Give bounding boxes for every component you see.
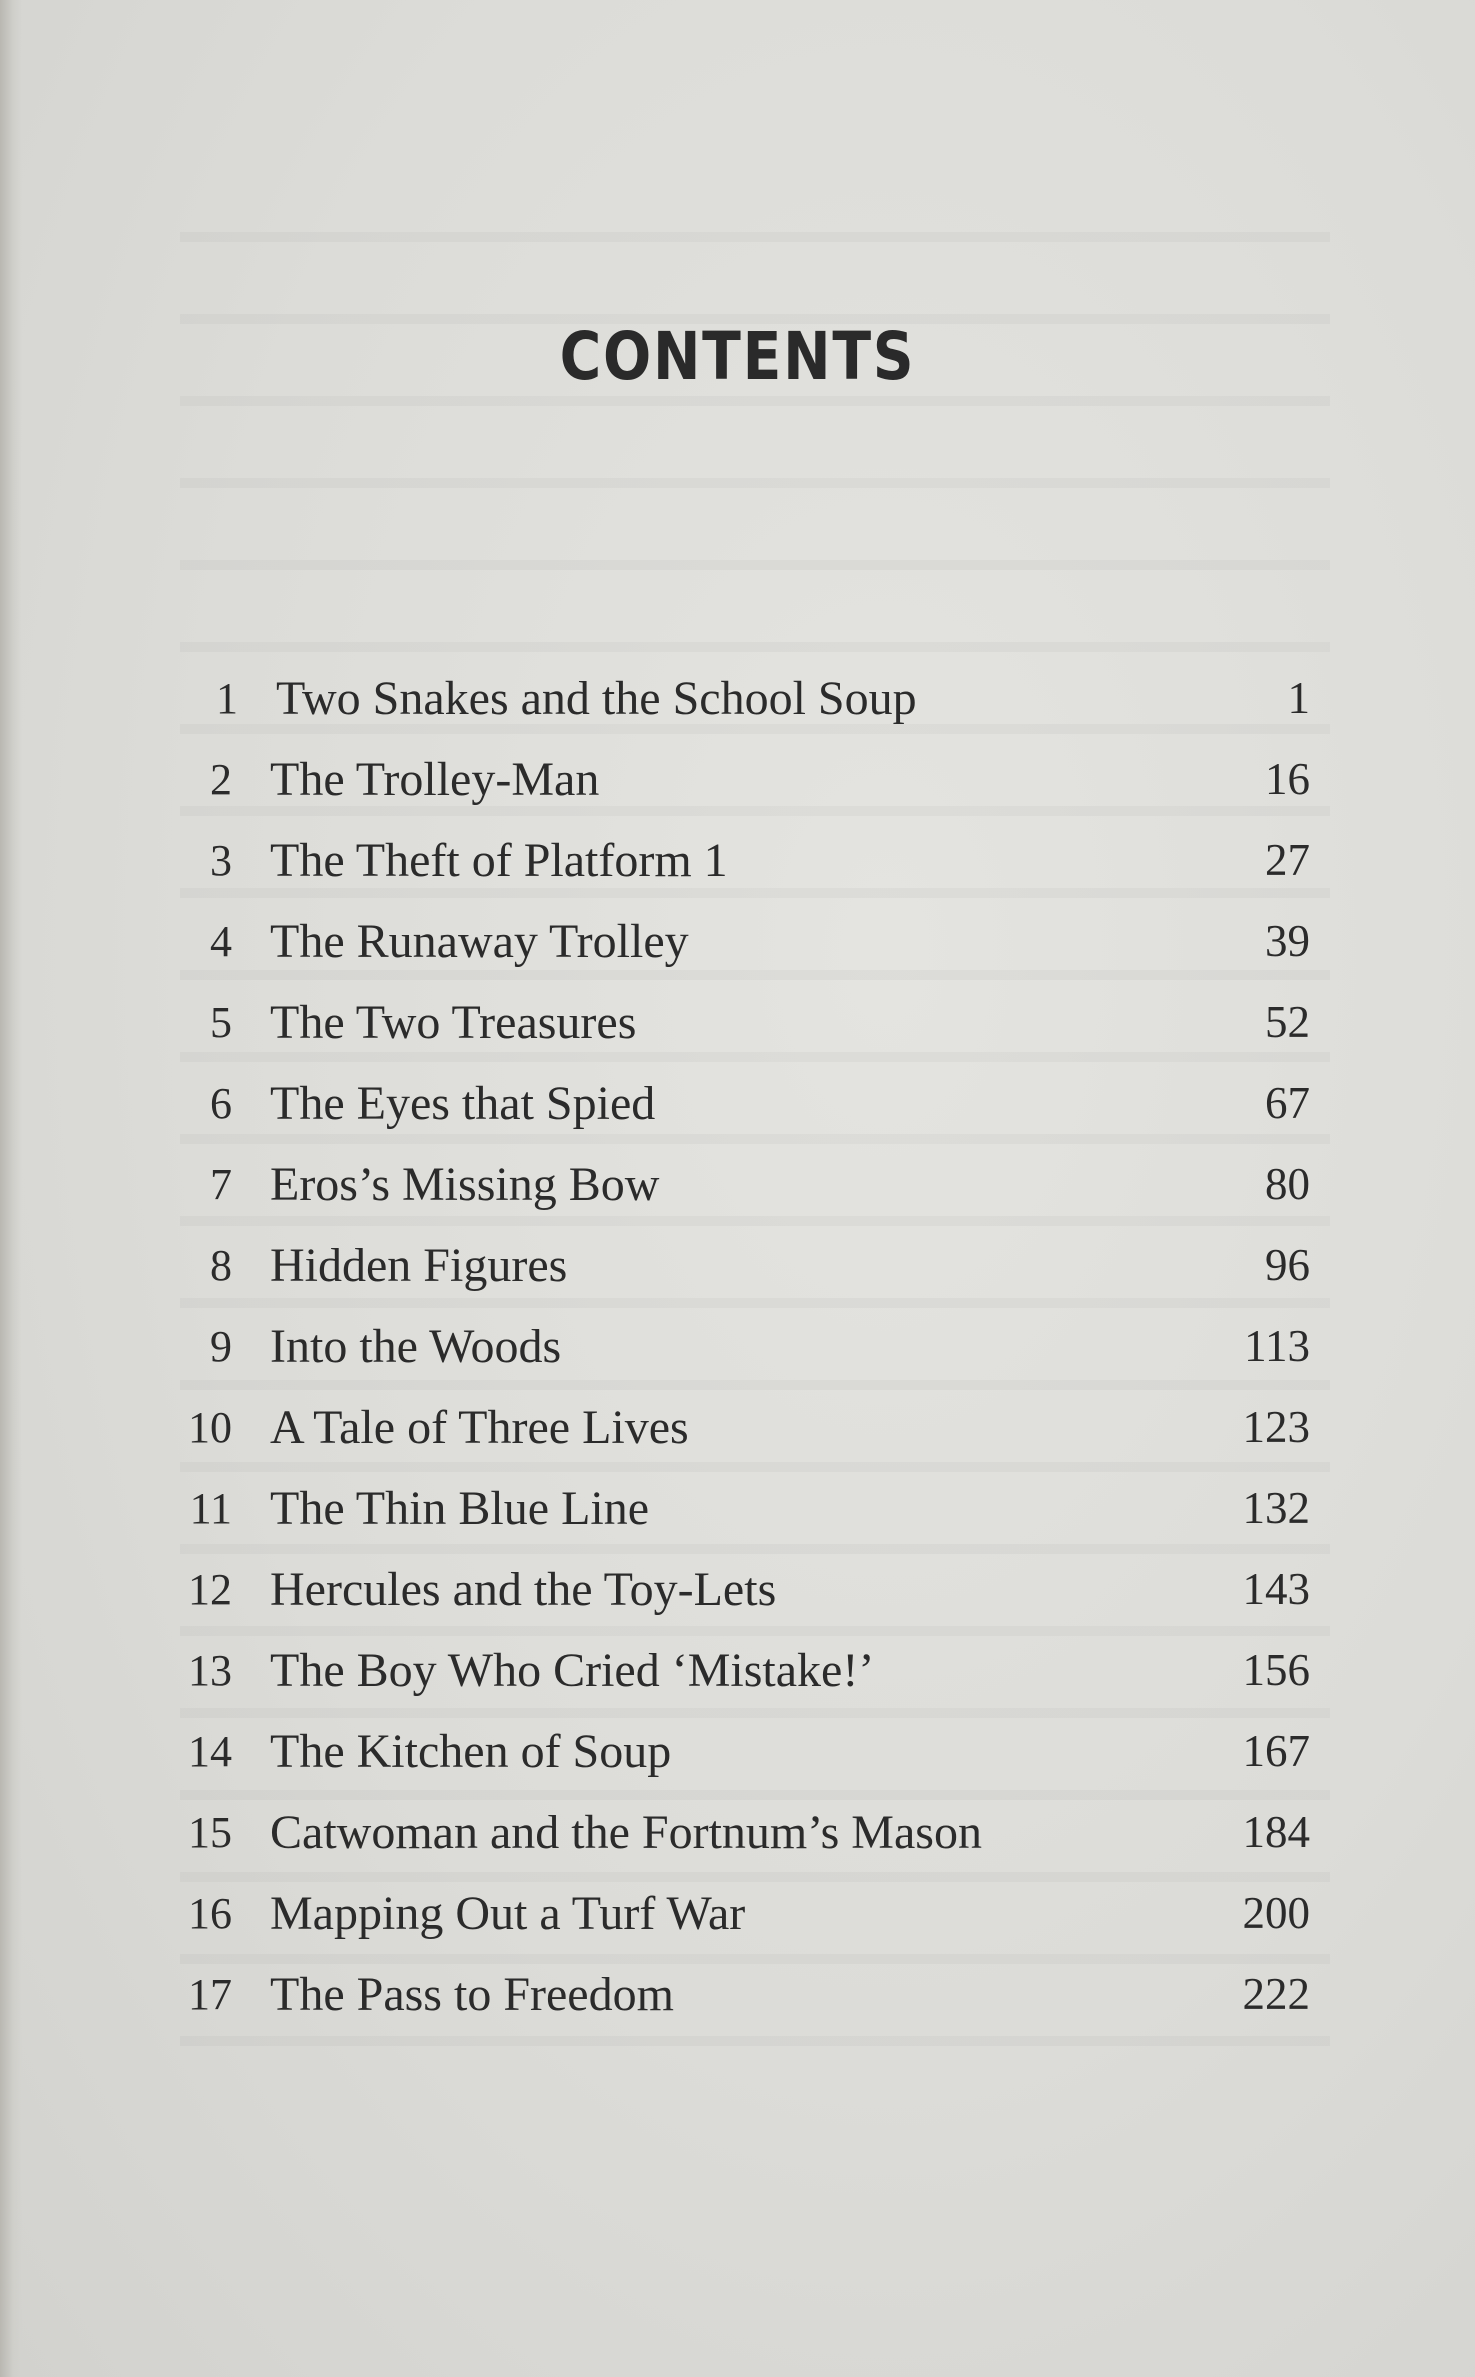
toc-entry-17 — [160, 1954, 1310, 2035]
chapter-number: 4 — [210, 917, 232, 966]
chapter-page-number: 80 — [1265, 1159, 1310, 1209]
toc-entry-2 — [160, 739, 1310, 820]
chapter-number: 9 — [210, 1322, 232, 1371]
toc-entry-3 — [160, 820, 1310, 901]
chapter-page-number: 67 — [1265, 1078, 1310, 1128]
toc-entry-15 — [160, 1792, 1310, 1873]
toc-entry-14 — [160, 1711, 1310, 1792]
chapter-title: The Theft of Platform 1 — [270, 834, 728, 887]
toc-entry-1 — [160, 658, 1310, 739]
chapter-title: Into the Woods — [270, 1320, 562, 1373]
chapter-number: 13 — [188, 1646, 232, 1695]
chapter-title: Catwoman and the Fortnum’s Mason — [270, 1806, 982, 1859]
chapter-number: 1 — [216, 674, 238, 723]
chapter-number: 6 — [210, 1079, 232, 1128]
chapter-title: Hidden Figures — [270, 1239, 568, 1292]
toc-entry-12 — [160, 1549, 1310, 1630]
page-edge-shadow — [0, 0, 22, 2377]
table-of-contents — [160, 658, 1310, 2035]
chapter-number: 7 — [210, 1160, 232, 1209]
chapter-title: The Two Treasures — [270, 996, 637, 1049]
toc-entry-8 — [160, 1225, 1310, 1306]
chapter-title: The Boy Who Cried ‘Mistake!’ — [270, 1644, 875, 1697]
toc-entry-4 — [160, 901, 1310, 982]
chapter-title: The Eyes that Spied — [270, 1077, 656, 1130]
chapter-number: 11 — [189, 1484, 232, 1533]
chapter-page-number: 1 — [1287, 673, 1310, 723]
chapter-page-number: 96 — [1265, 1240, 1310, 1290]
chapter-page-number: 39 — [1265, 916, 1310, 966]
chapter-number: 2 — [210, 755, 232, 804]
chapter-page-number: 113 — [1244, 1321, 1310, 1371]
chapter-page-number: 52 — [1265, 997, 1310, 1047]
chapter-number: 17 — [188, 1970, 232, 2019]
chapter-title: Hercules and the Toy-Lets — [270, 1563, 777, 1616]
chapter-title: The Runaway Trolley — [270, 915, 689, 968]
chapter-title: The Trolley-Man — [270, 753, 600, 806]
chapter-title: Mapping Out a Turf War — [270, 1887, 746, 1940]
toc-entry-7 — [160, 1144, 1310, 1225]
toc-entry-13 — [160, 1630, 1310, 1711]
chapter-page-number: 16 — [1265, 754, 1310, 804]
chapter-number: 12 — [188, 1565, 232, 1614]
chapter-page-number: 200 — [1242, 1888, 1310, 1938]
toc-entry-9 — [160, 1306, 1310, 1387]
toc-entry-6 — [160, 1063, 1310, 1144]
chapter-title: Eros’s Missing Bow — [270, 1158, 660, 1211]
contents-heading: CONTENTS — [559, 318, 916, 395]
chapter-number: 5 — [210, 998, 232, 1047]
chapter-number: 15 — [188, 1808, 232, 1857]
chapter-title: The Pass to Freedom — [270, 1968, 674, 2021]
chapter-page-number: 27 — [1265, 835, 1310, 885]
chapter-page-number: 143 — [1242, 1564, 1310, 1614]
chapter-page-number: 132 — [1242, 1483, 1310, 1533]
toc-entry-10 — [160, 1387, 1310, 1468]
chapter-title: The Thin Blue Line — [270, 1482, 650, 1535]
chapter-number: 8 — [210, 1241, 232, 1290]
chapter-number: 14 — [188, 1727, 232, 1776]
toc-entry-16 — [160, 1873, 1310, 1954]
chapter-number: 16 — [188, 1889, 232, 1938]
chapter-number: 3 — [210, 836, 232, 885]
chapter-title: A Tale of Three Lives — [270, 1401, 689, 1454]
toc-entry-11 — [160, 1468, 1310, 1549]
chapter-page-number: 156 — [1242, 1645, 1310, 1695]
toc-entry-5 — [160, 982, 1310, 1063]
chapter-page-number: 123 — [1242, 1402, 1310, 1452]
chapter-page-number: 222 — [1242, 1969, 1310, 2019]
chapter-number: 10 — [188, 1403, 232, 1452]
chapter-title: Two Snakes and the School Soup — [276, 672, 917, 725]
chapter-title: The Kitchen of Soup — [270, 1725, 672, 1778]
chapter-page-number: 184 — [1242, 1807, 1310, 1857]
chapter-page-number: 167 — [1242, 1726, 1310, 1776]
